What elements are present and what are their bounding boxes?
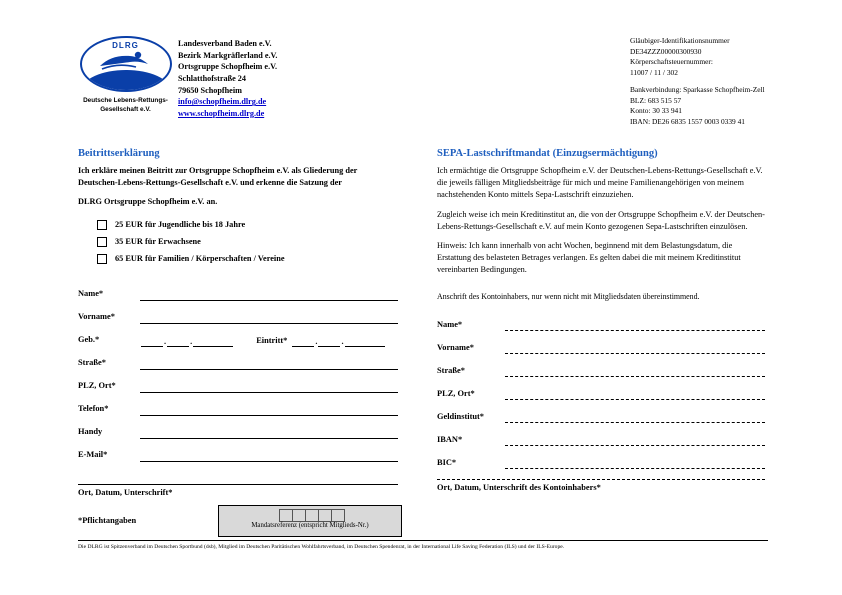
- kh-name-input[interactable]: [505, 317, 765, 331]
- dlrg-logo-icon: [80, 36, 172, 92]
- field-row-kh-plz-ort: [437, 377, 765, 400]
- mandate-cell[interactable]: [331, 509, 345, 522]
- name-input[interactable]: [140, 287, 398, 301]
- fee-option-youth[interactable]: [97, 220, 398, 230]
- field-row-name: [78, 278, 398, 301]
- kh-plz-ort-label: PLZ, Ort*: [437, 388, 475, 398]
- document-header: [0, 28, 842, 138]
- logo-caption: [78, 97, 173, 114]
- fee-option-youth-label: 25 EUR für Jugendliche bis 18 Jahre: [115, 220, 246, 230]
- mandate-reference-cells[interactable]: [279, 509, 345, 522]
- telefon-input[interactable]: [140, 402, 398, 416]
- field-row-kh-strasse: [437, 354, 765, 377]
- iban-label: IBAN*: [437, 434, 463, 444]
- geb-month-field[interactable]: [167, 334, 189, 347]
- account-holder-signature-line[interactable]: [437, 479, 765, 480]
- geldinstitut-input[interactable]: [505, 409, 765, 423]
- section-title-sepa: SEPA-Lastschriftmandat (Einzugsermächtigung): [437, 148, 658, 159]
- kh-name-label: Name*: [437, 319, 463, 329]
- field-row-telefon: [78, 393, 398, 416]
- sepa-paragraph-2: Zugleich weise ich mein Kreditinstitut an, die von der Ortsgruppe Schopfheim e.V. der Deutschen-Lebens-Rettungs-Gesellschaft e.V. auf mein Konto gezogenen Sepa-Lastschriften einzulösen.: [437, 209, 765, 231]
- telefon-label: Telefon*: [78, 404, 109, 414]
- kh-strasse-label: Straße*: [437, 365, 465, 375]
- logo-caption-line1: Deutsche Lebens-Rettungs-: [83, 97, 168, 104]
- mandate-reference-label: Mandatsreferenz (entspricht Mitglieds-Nr.): [251, 522, 369, 529]
- signature-line[interactable]: [78, 484, 398, 485]
- creditor-id-label: Gläubiger-Identifikationsnummer: [630, 36, 730, 45]
- plz-ort-label: PLZ, Ort*: [78, 381, 116, 391]
- geb-year-field[interactable]: [193, 334, 233, 347]
- eintritt-day-field[interactable]: [292, 334, 314, 347]
- geb-day-field[interactable]: [141, 334, 163, 347]
- bic-label: BIC*: [437, 457, 457, 467]
- kh-strasse-input[interactable]: [505, 363, 765, 377]
- address-line-3: Ortsgruppe Schopfheim e.V.: [178, 62, 278, 72]
- fee-option-family-label: 65 EUR für Familien / Körperschaften / Vereine: [115, 254, 285, 264]
- mandate-cell[interactable]: [318, 509, 331, 522]
- bic-input[interactable]: [505, 455, 765, 469]
- email-input[interactable]: [140, 448, 398, 462]
- handy-label: Handy: [78, 427, 103, 437]
- plz-ort-input[interactable]: [140, 379, 398, 393]
- mandatory-note: *Pflichtangaben: [78, 515, 137, 525]
- field-row-handy: [78, 416, 398, 439]
- eintritt-month-field[interactable]: [318, 334, 340, 347]
- field-row-kh-vorname: [437, 331, 765, 354]
- address-line-4: Schlatthofstraße 24: [178, 73, 246, 83]
- bank-details: [630, 36, 765, 127]
- bank-code: BLZ: 683 515 57: [630, 95, 682, 105]
- geldinstitut-label: Geldinstitut*: [437, 411, 484, 421]
- vorname-label: Vorname*: [78, 312, 115, 322]
- member-fields: [78, 278, 398, 462]
- organization-address: [178, 38, 277, 119]
- account-holder-note: Anschrift des Kontoinhabers, nur wenn nicht mit Mitgliedsdaten übereinstimmend.: [437, 291, 700, 301]
- declaration-text: Ich erkläre meinen Beitritt zur Ortsgruppe Schopfheim e.V. als Gliederung der Deutschen-Lebens-Rettungs-Gesellschaft e.V. und erkenne die Satzung der: [78, 166, 358, 188]
- sepa-paragraph-3: Hinweis: Ich kann innerhalb von acht Wochen, beginnend mit dem Belastungsdatum, die Erstattung des belasteten Betrages verlangen. Es gelten dabei die mit meinem Kreditinstitut vereinbarten Bedingungen.: [437, 240, 741, 275]
- dlrg-logo: [78, 36, 173, 114]
- field-row-email: [78, 439, 398, 462]
- fee-options-group: [97, 220, 398, 264]
- strasse-input[interactable]: [140, 356, 398, 370]
- kh-vorname-label: Vorname*: [437, 342, 474, 352]
- checkbox-icon[interactable]: [97, 237, 107, 247]
- vorname-input[interactable]: [140, 310, 398, 324]
- field-row-bic: [437, 446, 765, 469]
- kh-vorname-input[interactable]: [505, 340, 765, 354]
- document-footer: [78, 540, 768, 551]
- checkbox-icon[interactable]: [97, 254, 107, 264]
- footer-text: Die DLRG ist Spitzenverband im Deutschen Sportbund (dsb), Mitglied im Deutschen Paritätischen Wohlfahrtsverband, im Deutschen Spendenrat, in der International Life Saving Federation (ILS) und der ILS-Europe.: [78, 544, 565, 550]
- email-label: E-Mail*: [78, 450, 108, 460]
- fee-option-family[interactable]: [97, 254, 398, 264]
- field-row-iban: [437, 423, 765, 446]
- address-line-5: 79650 Schopfheim: [178, 85, 242, 95]
- website-link[interactable]: www.schopfheim.dlrg.de: [178, 108, 265, 118]
- iban-input[interactable]: [505, 432, 765, 446]
- signature-caption: Ort, Datum, Unterschrift*: [78, 487, 173, 497]
- section-title-beitritt: Beitrittserklärung: [78, 148, 160, 159]
- membership-declaration-section: [78, 148, 398, 525]
- kh-plz-ort-input[interactable]: [505, 386, 765, 400]
- field-row-strasse: [78, 347, 398, 370]
- checkbox-icon[interactable]: [97, 220, 107, 230]
- field-row-vorname: [78, 301, 398, 324]
- account-holder-fields: [437, 308, 765, 469]
- logo-caption-line2: Gesellschaft e.V.: [100, 105, 151, 113]
- eintritt-year-field[interactable]: [345, 334, 385, 347]
- sepa-paragraph-1: Ich ermächtige die Ortsgruppe Schopfheim e.V. der Deutschen-Lebens-Rettungs-Gesellschaft e.V. die jeweils fälligen Mitgliedsbeiträge für mich und meine Familienangehörigen von meinem nachstehenden Konto mittels Sepa-Lastschrift einzuziehen.: [437, 166, 763, 200]
- tax-number-value: 11007 / 11 / 302: [630, 67, 678, 77]
- email-link[interactable]: info@schopfheim.dlrg.de: [178, 97, 267, 107]
- footer-divider: [78, 540, 768, 541]
- field-row-kh-name: [437, 308, 765, 331]
- fee-option-adult-label: 35 EUR für Erwachsene: [115, 237, 201, 247]
- creditor-id-value: DE34ZZZ00000300930: [630, 46, 702, 56]
- mandate-cell[interactable]: [279, 509, 292, 522]
- handy-input[interactable]: [140, 425, 398, 439]
- mandate-reference-box: [218, 505, 402, 537]
- geburtsdatum-input[interactable]: . .: [140, 334, 234, 347]
- eintritt-label: Eintritt*: [256, 335, 288, 345]
- bank-iban: IBAN: DE26 6835 1557 0003 0339 41: [630, 116, 745, 126]
- sepa-mandate-section: [437, 148, 765, 492]
- dlrg-logo-wordmark: DLRG: [112, 41, 139, 50]
- field-row-plz-ort: [78, 370, 398, 393]
- address-line-2: Bezirk Markgräflerland e.V.: [178, 50, 278, 60]
- bank-name: Bankverbindung: Sparkasse Schopfheim-Zell: [630, 85, 765, 95]
- strasse-label: Straße*: [78, 358, 106, 368]
- field-row-geldinstitut: [437, 400, 765, 423]
- geburtsdatum-label: Geb.*: [78, 335, 100, 345]
- mandate-cell[interactable]: [305, 509, 318, 522]
- mandate-cell[interactable]: [292, 509, 305, 522]
- tax-number-label: Körperschaftsteuernummer:: [630, 57, 713, 67]
- eintritt-input[interactable]: . .: [291, 334, 385, 347]
- fee-option-adult[interactable]: [97, 237, 398, 247]
- account-holder-signature-caption: Ort, Datum, Unterschrift des Kontoinhabers*: [437, 482, 601, 492]
- declaration-text-2: DLRG Ortsgruppe Schopfheim e.V. an.: [78, 197, 218, 207]
- name-label: Name*: [78, 289, 104, 299]
- account-number: Konto: 30 33 941: [630, 106, 682, 116]
- address-line-1: Landesverband Baden e.V.: [178, 39, 272, 48]
- field-row-dates: [78, 324, 398, 347]
